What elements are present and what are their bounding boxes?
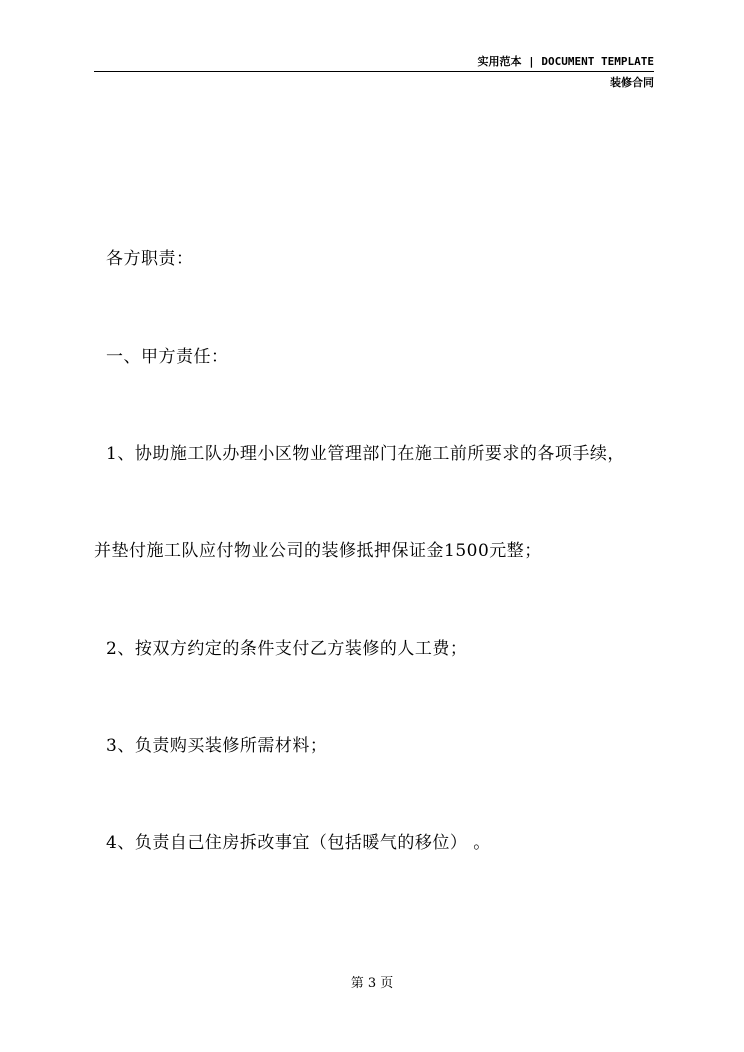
header-title: 实用范本 | DOCUMENT TEMPLATE — [477, 55, 654, 68]
party-a-item-3: 3、负责购买装修所需材料； — [106, 736, 328, 756]
party-a-heading: 一、甲方责任： — [106, 347, 229, 367]
party-a-item-1: 1、协助施工队办理小区物业管理部门在施工前所要求的各项手续， — [106, 444, 625, 464]
page-header — [478, 54, 654, 70]
party-a-item-2: 2、按双方约定的条件支付乙方装修的人工费； — [106, 639, 468, 659]
party-a-item-4: 4、负责自己住房拆改事宜（包括暖气的移位） 。 — [106, 833, 491, 853]
header-subtitle: 装修合同 — [610, 76, 654, 89]
party-a-item-1-continued: 并垫付施工队应付物业公司的装修抵押保证金1500元整； — [94, 541, 542, 561]
section-heading-responsibilities: 各方职责： — [106, 249, 194, 269]
header-divider — [94, 71, 654, 72]
page-number: 第 3 页 — [350, 976, 394, 991]
